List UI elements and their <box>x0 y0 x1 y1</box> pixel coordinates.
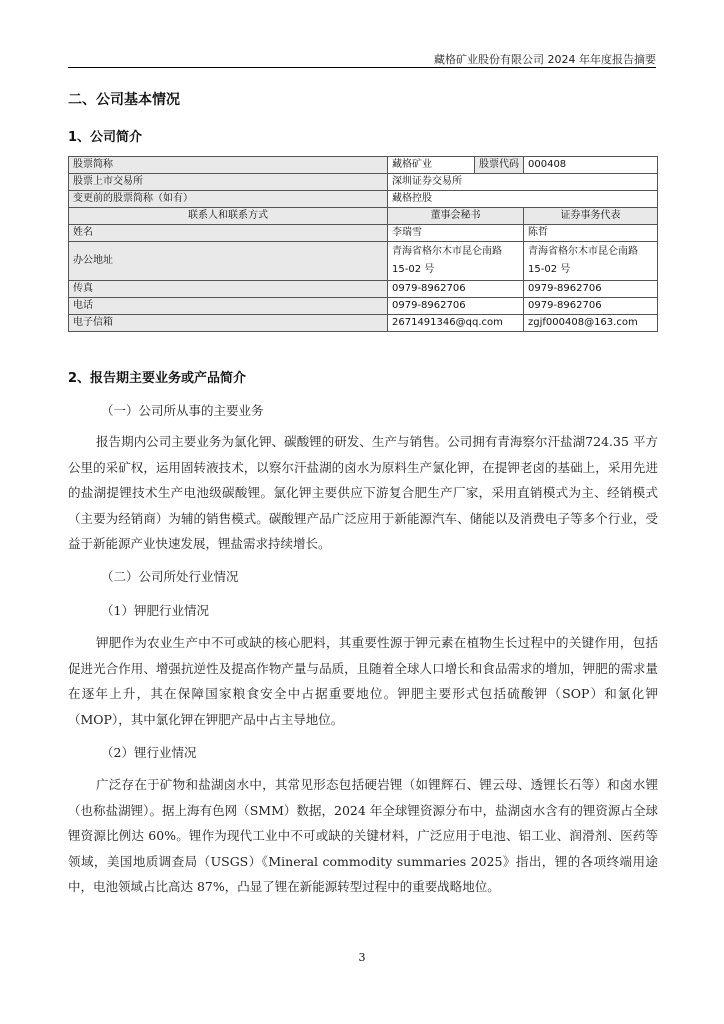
rep-name: 陈哲 <box>524 225 658 242</box>
paragraph-potash-industry: 钾肥作为农业生产中不可或缺的核心肥料，其重要性源于钾元素在植物生长过程中的关键作用，包括促进光合作用、增强抗逆性及提高作物产量与品质，且随着全球人口增长和食品需求的增加，钾肥的需求量在逐年上升，其在保障国家粮食安全中占据重要地位。钾肥主要形式包括硫酸钾（SOP）和氯化钾（MOP），其中氯化钾在钾肥产品中占主导地位。 <box>68 635 658 727</box>
running-header: 藏格矿业股份有限公司 2024 年年度报告摘要 <box>434 53 656 66</box>
section-title: 二、公司基本情况 <box>68 92 180 108</box>
rep-phone: 0979-8962706 <box>524 298 658 315</box>
table-row <box>69 225 658 242</box>
heading-industry: （二）公司所处行业情况 <box>101 569 239 584</box>
stock-code-label: 股票代码 <box>475 157 524 174</box>
subsection-title-business: 2、报告期主要业务或产品简介 <box>68 371 247 386</box>
address-label: 办公地址 <box>69 242 388 281</box>
table-header-row <box>69 208 658 225</box>
stock-name-label: 股票简称 <box>69 157 388 174</box>
company-info-table <box>68 156 658 332</box>
fax-label: 传真 <box>69 281 388 298</box>
secretary-email: 2671491346@qq.com <box>388 315 524 332</box>
page-number: 3 <box>358 951 366 964</box>
subsection-title-company-profile: 1、公司简介 <box>68 130 143 145</box>
rep-fax: 0979-8962706 <box>524 281 658 298</box>
secretary-column-header: 董事会秘书 <box>388 208 524 225</box>
rep-email: zgjf000408@163.com <box>524 315 658 332</box>
secretary-address <box>388 242 524 281</box>
table-row <box>69 298 658 315</box>
contact-header: 联系人和联系方式 <box>69 208 388 225</box>
former-name-label: 变更前的股票简称（如有） <box>69 191 388 208</box>
stock-name-value: 藏格矿业 <box>388 157 475 174</box>
rep-column-header: 证券事务代表 <box>524 208 658 225</box>
table-row <box>69 281 658 298</box>
table-row <box>69 157 658 174</box>
heading-potash-industry: （1）钾肥行业情况 <box>101 603 209 618</box>
secretary-phone: 0979-8962706 <box>388 298 524 315</box>
exchange-label: 股票上市交易所 <box>69 174 388 191</box>
table-row <box>69 242 658 281</box>
header-rule <box>68 67 656 68</box>
rep-address-line2: 15-02 号 <box>528 264 571 275</box>
former-name-value: 藏格控股 <box>388 191 658 208</box>
email-label: 电子信箱 <box>69 315 388 332</box>
secretary-fax: 0979-8962706 <box>388 281 524 298</box>
paragraph-lithium-industry: 广泛存在于矿物和盐湖卤水中，其常见形态包括硬岩锂（如锂辉石、锂云母、透锂长石等）和卤水锂（也称盐湖锂）。据上海有色网（SMM）数据，2024 年全球锂资源分布中，盐湖卤水含有的锂资源占全球锂资源比例达 60%。锂作为现代工业中不可或缺的关键材料，广泛应用于电池、铝工业、润滑剂、医药等领域，美国地质调查局（USGS）《Mineral commodity summaries 2025》指出，锂的各项终端用途中，电池领域占比高达 87%，凸显了锂在新能源转型过程中的重要战略地位。 <box>68 777 658 895</box>
table-row <box>69 174 658 191</box>
heading-lithium-industry: （2）锂行业情况 <box>101 745 197 760</box>
secretary-name: 李瑞雪 <box>388 225 524 242</box>
paragraph-main-business: 报告期内公司主要业务为氯化钾、碳酸锂的研发、生产与销售。公司拥有青海察尔汗盐湖724.35 平方公里的采矿权，运用固转液技术，以察尔汗盐湖的卤水为原料生产氯化钾，在提钾老卤的基础上，采用先进的盐湖提锂技术生产电池级碳酸锂。氯化钾主要供应下游复合肥生产厂家，采用直销模式为主、经销模式（主要为经销商）为辅的销售模式。碳酸锂产品广泛应用于新能源汽车、储能以及消费电子等多个行业，受益于新能源产业快速发展，锂盐需求持续增长。 <box>68 434 658 552</box>
secretary-address-line2: 15-02 号 <box>392 264 435 275</box>
rep-address-line1: 青海省格尔木市昆仑南路 <box>528 246 638 257</box>
secretary-address-line1: 青海省格尔木市昆仑南路 <box>392 246 502 257</box>
stock-code-value: 000408 <box>524 157 658 174</box>
name-label: 姓名 <box>69 225 388 242</box>
exchange-value: 深圳证券交易所 <box>388 174 658 191</box>
table-row <box>69 315 658 332</box>
rep-address <box>524 242 658 281</box>
table-row <box>69 191 658 208</box>
heading-main-business: （一）公司所从事的主要业务 <box>101 403 264 418</box>
phone-label: 电话 <box>69 298 388 315</box>
